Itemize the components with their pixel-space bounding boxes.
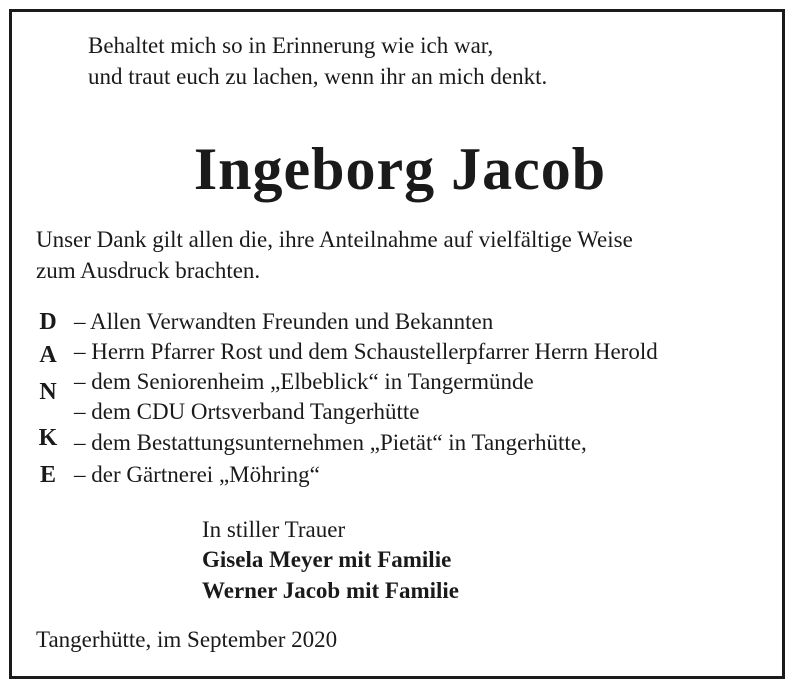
- mourner-family: Werner Jacob mit Familie: [202, 578, 459, 603]
- thanks-list-item: – dem CDU Ortsverband Tangerhütte: [74, 399, 420, 424]
- mourning-intro: In stiller Trauer: [202, 517, 346, 542]
- thanks-line: zum Ausdruck brachten.: [36, 258, 261, 283]
- thanks-list-item: – Allen Verwandten Freunden und Bekannten: [74, 309, 494, 334]
- deceased-name: Ingeborg Jacob: [193, 136, 607, 202]
- thanks-list-item: – dem Seniorenheim „Elbeblick“ in Tangermünde: [74, 369, 534, 394]
- danke-letter: E: [39, 462, 56, 488]
- mourner-family: Gisela Meyer mit Familie: [202, 547, 452, 572]
- danke-letter: K: [38, 425, 58, 451]
- thanks-text: [36, 224, 776, 286]
- danke-letter: N: [39, 379, 57, 405]
- poem-line: und traut euch zu lachen, wenn ihr an mich denkt.: [88, 64, 548, 89]
- thanks-line: Unser Dank gilt allen die, ihre Anteilnahme auf vielfältige Weise: [36, 227, 633, 252]
- place-date: Tangerhütte, im September 2020: [36, 627, 338, 652]
- danke-letter: A: [39, 342, 57, 368]
- poem-line: Behaltet mich so in Erinnerung wie ich war,: [88, 33, 494, 58]
- danke-letter: D: [39, 309, 57, 335]
- poem: [88, 30, 547, 92]
- thanks-list-item: – Herrn Pfarrer Rost und dem Schaustellerpfarrer Herrn Herold: [74, 339, 658, 364]
- thanks-list-item: – dem Bestattungsunternehmen „Pietät“ in Tangerhütte,: [74, 430, 587, 455]
- thanks-list-item: – der Gärtnerei „Möhring“: [74, 462, 320, 487]
